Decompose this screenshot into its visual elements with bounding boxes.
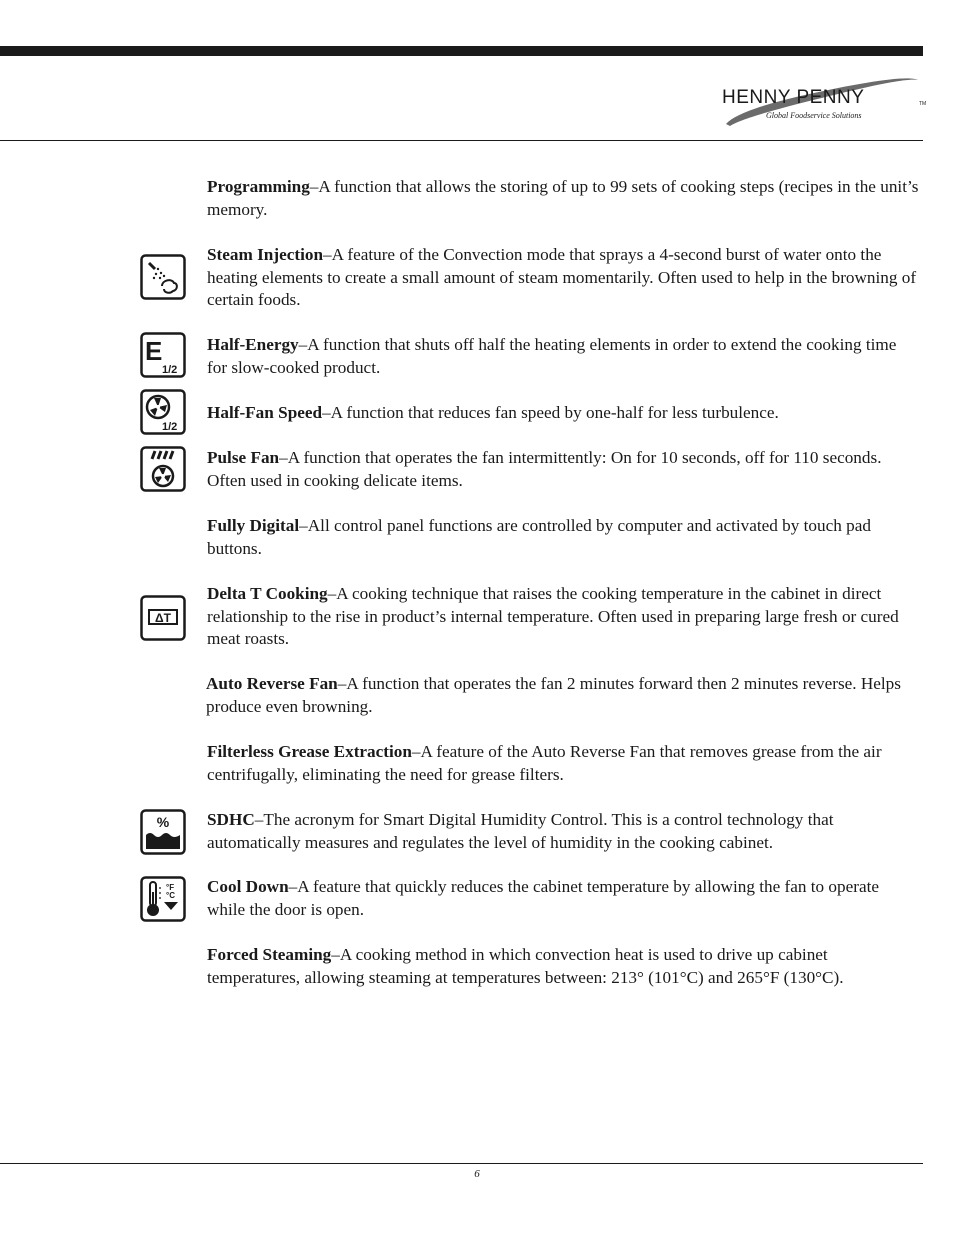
- glossary-term: Fully Digital: [207, 516, 300, 535]
- glossary-entry-forced-steaming: [207, 944, 919, 989]
- glossary-entry-sdhc: [207, 809, 919, 854]
- henny-penny-logo: [718, 74, 928, 130]
- glossary-entry-half-fan-speed: [207, 402, 919, 425]
- glossary-definition: –All control panel functions are controlled by computer and activated by touch pad buttons.: [207, 516, 871, 558]
- half-energy-icon: [140, 332, 186, 378]
- glossary-entry-auto-reverse-fan: [206, 673, 918, 718]
- glossary-term: Cool Down: [207, 877, 289, 896]
- cool-down-icon: [140, 876, 186, 922]
- glossary-term: Forced Steaming: [207, 945, 332, 964]
- glossary-term: Delta T Cooking: [207, 584, 328, 603]
- header-rule: [0, 140, 923, 141]
- glossary-definition: –A feature of the Convection mode that sprays a 4-second burst of water onto the heating elements to create a small amount of steam momentarily. Often used to help in the browning of certain foods.: [207, 245, 917, 310]
- glossary-term: Steam Injection: [207, 245, 323, 264]
- humidity-icon: [140, 809, 186, 855]
- glossary-term: SDHC: [207, 810, 255, 829]
- half-energy-fraction: 1/2: [162, 364, 178, 376]
- glossary-term: Filterless Grease Extraction: [207, 742, 412, 761]
- half-energy-letter: E: [145, 336, 163, 366]
- glossary-definition: –A function that operates the fan intermittently: On for 10 seconds, off for 110 seconds. Often used in cooking delicate items.: [207, 448, 882, 490]
- glossary-definition: –The acronym for Smart Digital Humidity Control. This is a control technology that automatically measures and regulates the level of humidity in the cooking cabinet.: [207, 810, 834, 852]
- glossary-definition: –A function that operates the fan 2 minutes forward then 2 minutes reverse. Helps produce even browning.: [206, 674, 901, 716]
- steam-injection-icon: [140, 254, 186, 300]
- glossary-entry-filterless-grease-extraction: [207, 741, 919, 786]
- pulse-fan-icon: [140, 446, 186, 492]
- page-number: 6: [474, 1168, 480, 1180]
- glossary-definition: –A cooking method in which convection heat is used to drive up cabinet temperatures, allowing steaming at temperatures between: 213° (101°C) and 265°F (130°C).: [207, 945, 844, 987]
- glossary-term: Auto Reverse Fan: [206, 674, 338, 693]
- delta-t-label: ΔT: [155, 611, 171, 625]
- cool-down-fahrenheit: °F: [166, 883, 175, 892]
- glossary-entry-pulse-fan: [207, 447, 919, 492]
- glossary-definition: –A function that shuts off half the heating elements in order to extend the cooking time for slow-cooked product.: [207, 335, 897, 377]
- logo-brand-name: HENNY PENNY: [722, 87, 865, 108]
- glossary-entry-programming: [207, 176, 919, 221]
- glossary-term: Half-Fan Speed: [207, 403, 323, 422]
- glossary-definition: –A cooking technique that raises the cooking temperature in the cabinet in direct relationship to the rise in product’s internal temperature. Often used in preparing large fresh or cured meat roasts.: [207, 584, 899, 649]
- glossary-term: Pulse Fan: [207, 448, 280, 467]
- half-fan-fraction: 1/2: [162, 421, 178, 433]
- glossary-entry-steam-injection: [207, 244, 919, 312]
- glossary-entry-delta-t-cooking: [207, 583, 919, 651]
- glossary-entry-cool-down: [207, 876, 919, 921]
- top-rule: [0, 46, 923, 56]
- glossary-entry-half-energy: [207, 334, 919, 379]
- glossary-entry-fully-digital: [207, 515, 919, 560]
- humidity-percent: %: [156, 814, 170, 830]
- glossary-definition: –A feature of the Auto Reverse Fan that removes grease from the air centrifugally, eliminating the need for grease filters.: [207, 742, 882, 784]
- footer-rule: [0, 1163, 923, 1164]
- half-fan-icon: [140, 389, 186, 435]
- delta-t-icon: [140, 595, 186, 641]
- glossary-definition: –A function that allows the storing of up to 99 sets of cooking steps (recipes in the unit’s memory.: [207, 177, 919, 219]
- glossary-definition: –A feature that quickly reduces the cabinet temperature by allowing the fan to operate while the door is open.: [207, 877, 879, 919]
- logo-tagline: Global Foodservice Solutions: [766, 111, 862, 120]
- glossary-term: Programming: [207, 177, 310, 196]
- cool-down-celsius: °C: [166, 891, 175, 900]
- glossary-definition: –A function that reduces fan speed by one-half for less turbulence.: [322, 403, 779, 422]
- logo-trademark: TM: [919, 101, 927, 107]
- glossary-term: Half-Energy: [207, 335, 299, 354]
